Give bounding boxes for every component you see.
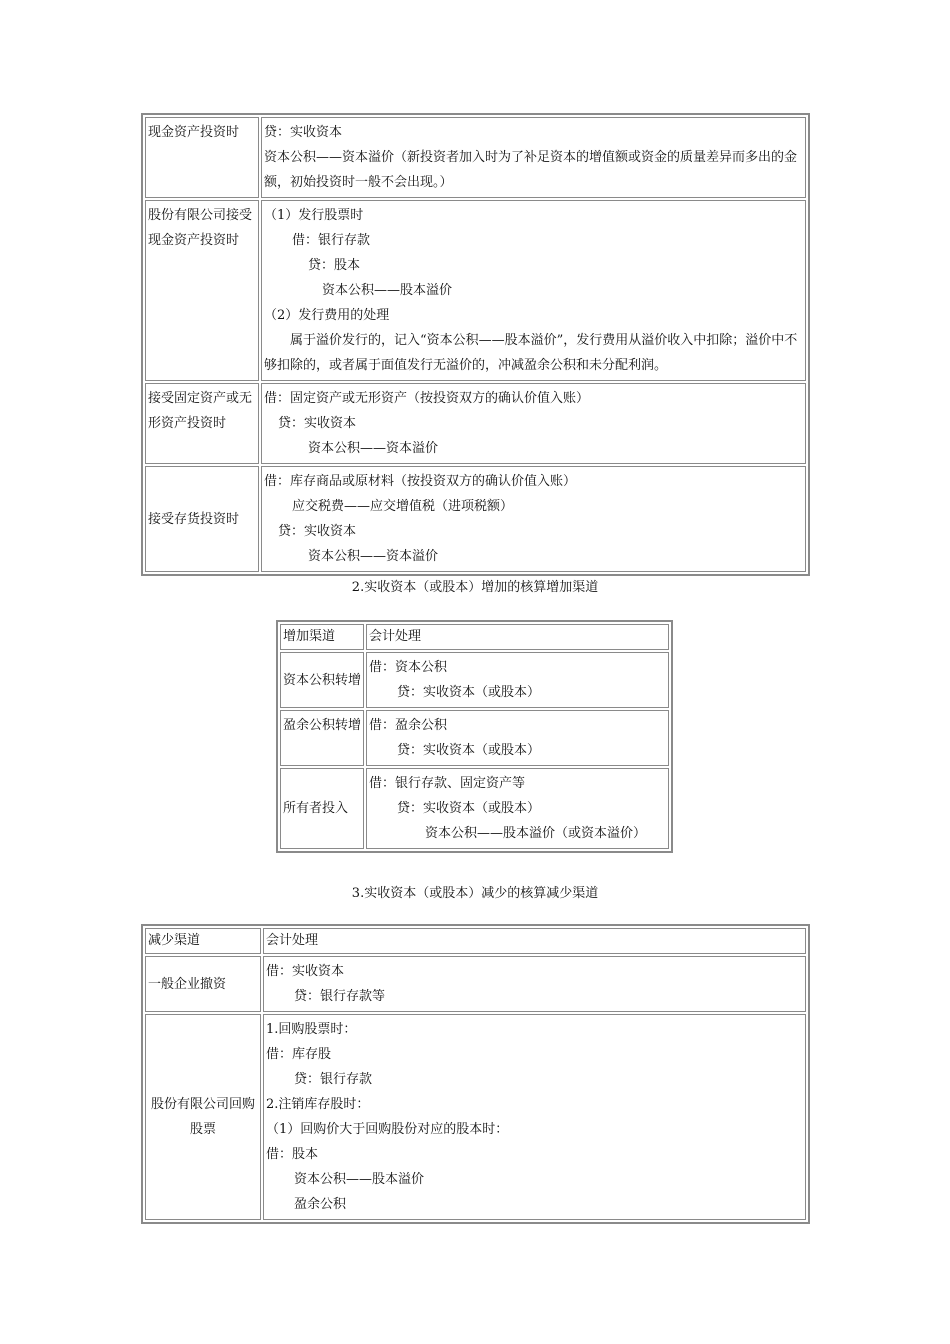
entry-line: 资本公积——资本溢价 xyxy=(308,549,439,564)
entry-line: 盈余公积 xyxy=(294,1197,347,1212)
row-label: 一般企业撤资 xyxy=(145,956,261,1012)
entry-line: 贷：实收资本 xyxy=(278,416,357,431)
entry-line: 借：实收资本 xyxy=(266,964,345,979)
table-row xyxy=(145,466,806,572)
entry-line: 贷：实收资本（或股本） xyxy=(397,685,541,700)
row-label: 资本公积转增 xyxy=(280,652,364,708)
entry-line: 应交税费——应交增值税（进项税额） xyxy=(292,499,514,514)
entry-cell xyxy=(366,652,669,708)
row-label: 接受存货投资时 xyxy=(145,466,259,572)
row-label: 盈余公积转增 xyxy=(280,710,364,766)
entry-line: 借：资本公积 xyxy=(369,660,448,675)
table-row xyxy=(145,956,806,1012)
table-row xyxy=(145,200,806,381)
increase-channel-table xyxy=(276,620,673,853)
entry-cell xyxy=(261,466,806,572)
entry-line: 借：银行存款 xyxy=(292,233,371,248)
entry-line: （1）回购价大于回购股份对应的股本时： xyxy=(266,1122,509,1137)
column-header: 会计处理 xyxy=(366,624,669,650)
column-header: 减少渠道 xyxy=(145,928,261,954)
entry-line: 借：盈余公积 xyxy=(369,718,448,733)
entry-line: 贷：实收资本 xyxy=(264,125,343,140)
table-row xyxy=(145,383,806,464)
entry-line: （2）发行费用的处理 xyxy=(264,308,390,323)
row-label: 现金资产投资时 xyxy=(145,117,259,198)
section-caption-increase: 2.实收资本（或股本）增加的核算增加渠道 xyxy=(351,580,599,595)
table-row xyxy=(280,768,669,849)
entry-line: 2.注销库存股时： xyxy=(266,1097,370,1112)
table-header-row xyxy=(280,624,669,650)
entry-line: 属于溢价发行的，记入“资本公积——股本溢价”，发行费用从溢价收入中扣除；溢价中不够扣除的，或者属于面值发行无溢价的，冲减盈余公积和未分配利润。 xyxy=(264,333,798,373)
section-caption-decrease: 3.实收资本（或股本）减少的核算减少渠道 xyxy=(351,886,599,901)
entry-line: 借：银行存款、固定资产等 xyxy=(369,776,526,791)
entry-cell xyxy=(263,956,806,1012)
entry-line: 资本公积——股本溢价 xyxy=(322,283,453,298)
entry-line: 贷：股本 xyxy=(308,258,361,273)
column-header: 会计处理 xyxy=(263,928,806,954)
entry-line: 贷：实收资本（或股本） xyxy=(397,801,541,816)
entry-line: 借：固定资产或无形资产（按投资双方的确认价值入账） xyxy=(264,391,590,406)
row-label: 接受固定资产或无形资产投资时 xyxy=(145,383,259,464)
decrease-channel-table xyxy=(141,924,810,1224)
entry-cell xyxy=(261,117,806,198)
row-label: 股份有限公司接受现金资产投资时 xyxy=(145,200,259,381)
entry-line: 资本公积——股本溢价 xyxy=(294,1172,425,1187)
table-row xyxy=(280,652,669,708)
entry-line: 资本公积——资本溢价 xyxy=(308,441,439,456)
entry-cell xyxy=(261,383,806,464)
table-row xyxy=(280,710,669,766)
entry-line: 贷：实收资本（或股本） xyxy=(397,743,541,758)
entry-cell xyxy=(261,200,806,381)
entry-line: 借：库存商品或原材料（按投资双方的确认价值入账） xyxy=(264,474,577,489)
entry-line: 资本公积——资本溢价（新投资者加入时为了补足资本的增值额或资金的质量差异而多出的金额，初始投资时一般不会出现。） xyxy=(264,150,798,190)
row-label: 股份有限公司回购股票 xyxy=(145,1014,261,1220)
entry-line: 1.回购股票时： xyxy=(266,1022,357,1037)
entry-line: 贷：实收资本 xyxy=(278,524,357,539)
entry-line: 借：股本 xyxy=(266,1147,319,1162)
column-header: 增加渠道 xyxy=(280,624,364,650)
table-row xyxy=(145,117,806,198)
entry-cell xyxy=(366,768,669,849)
table-header-row xyxy=(145,928,806,954)
row-label: 所有者投入 xyxy=(280,768,364,849)
entry-cell xyxy=(263,1014,806,1220)
entry-line: 贷：银行存款 xyxy=(294,1072,373,1087)
entry-cell xyxy=(366,710,669,766)
entry-line: （1）发行股票时 xyxy=(264,208,364,223)
table-row xyxy=(145,1014,806,1220)
capital-investment-table xyxy=(141,113,810,576)
entry-line: 资本公积——股本溢价（或资本溢价） xyxy=(425,826,647,841)
entry-line: 借：库存股 xyxy=(266,1047,332,1062)
entry-line: 贷：银行存款等 xyxy=(294,989,386,1004)
